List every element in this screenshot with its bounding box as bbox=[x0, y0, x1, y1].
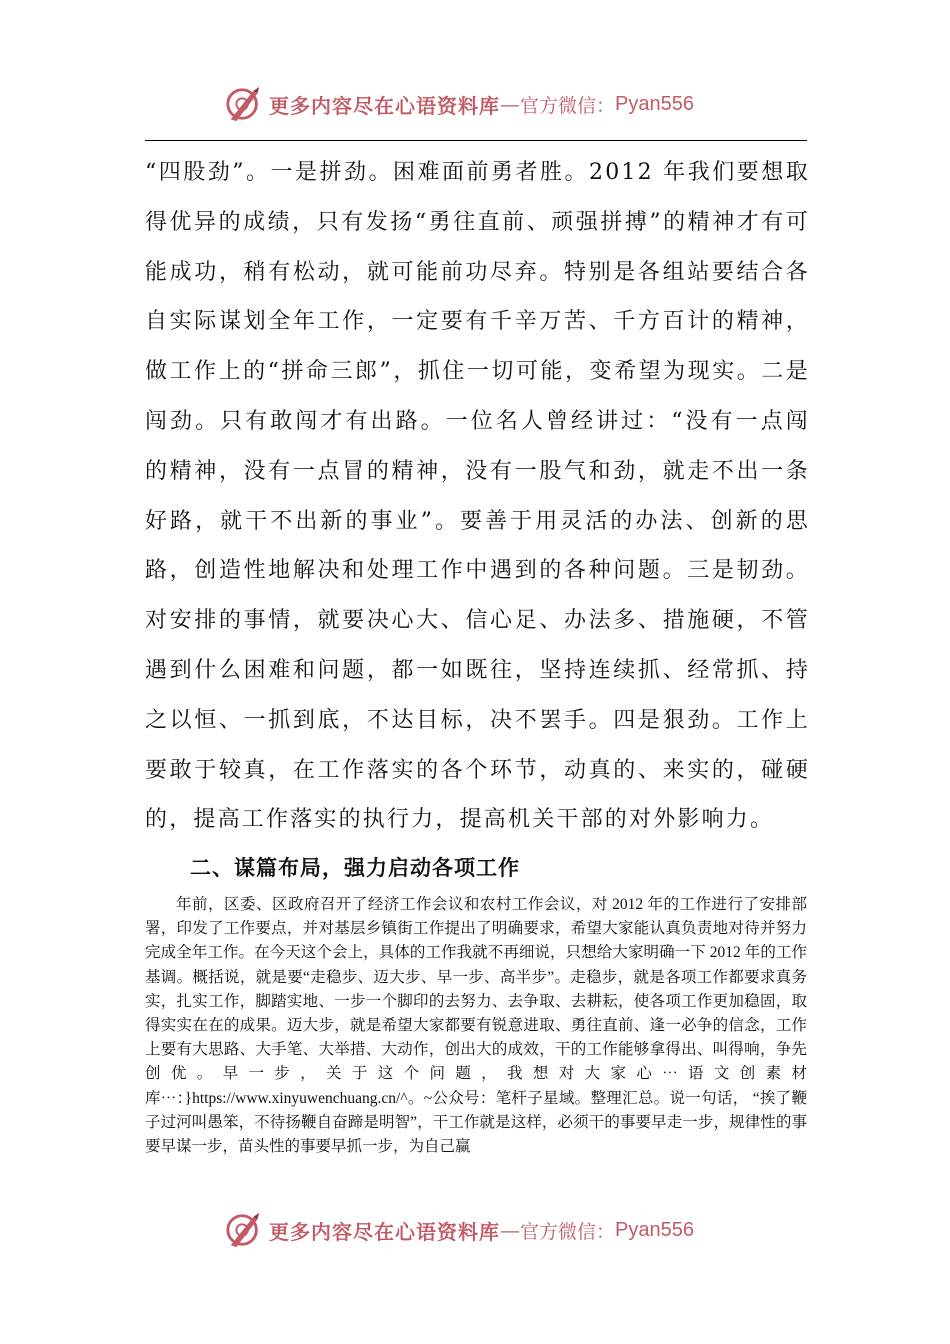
body-paragraph-small: 年前，区委、区政府召开了经济工作会议和农村工作会议，对 2012 年的工作进行了安排部署，印发了工作要点，并对基层乡镇街工作提出了明确要求，希望大家能认真负责地对待并努力完成全年工作。在今天这个会上，具体的工作我就不再细说，只想给大家明确一下 2012 年的工作基调。概括说，就是要“走稳步、迈大步、早一步、高半步”。走稳步，就是各项工作都要求真务实，扎实工作，脚踏实地、一步一个脚印的去努力、去争取、去耕耘，使各项工作更加稳固，取得实实在在的成果。迈大步，就是希望大家都要有锐意进取、勇往直前、逢一必争的信念，工作上要有大思路、大手笔、大举措、大动作，创出大的成效，干的工作能够拿得出、叫得响，争先创优。早一步，关于这个问题，我想对大家心⋯语文创素材库⋯：}https://www.xinyuwenchuang.cn/^。~公众号：笔杆子星域。整理汇总。说一句话， “挨了鞭子过河叫愚笨，不待扬鞭自奋蹄是明智”，干工作就是这样，必须干的事要早走一步，规律性的事要早谋一步，苗头性的事要早抓一步，为自己赢 bbox=[145, 896, 807, 1156]
footer-banner bbox=[225, 1210, 745, 1250]
pen-logo-icon bbox=[225, 1211, 263, 1249]
banner-dash: — bbox=[500, 1218, 520, 1242]
body-paragraph-large: “四股劲”。一是拼劲。困难面前勇者胜。2012 年我们要想取得优异的成绩，只有发扬“勇往直前、顽强拼搏”的精神才有可能成功，稍有松动，就可能前功尽弃。特别是各组站要结合各自实际谋划全年工作，一定要有千辛万苦、千方百计的精神，做工作上的“拼命三郎”，抓住一切可能，变希望为现实。二是闯劲。只有敢闯才有出路。一位名人曾经讲过：“没有一点闯的精神，没有一点冒的精神，没有一股气和劲，就走不出一条好路，就干不出新的事业”。要善于用灵活的办法、创新的思路，创造性地解决和处理工作中遇到的各种问题。三是韧劲。对安排的事情，就要决心大、信心足、办法多、措施硬，不管遇到什么困难和问题，都一如既往，坚持连续抓、经常抓、持之以恒、一抓到底，不达目标，决不罢手。四是狠劲。工作上要敢于较真，在工作落实的各个环节，动真的、来实的，碰硬的，提高工作落实的执行力，提高机关干部的对外影响力。 bbox=[145, 160, 810, 833]
banner-wechat-label: 官方微信： bbox=[520, 1220, 616, 1243]
header-divider bbox=[145, 140, 807, 141]
banner-dash: — bbox=[500, 92, 520, 116]
pen-logo-icon bbox=[225, 85, 263, 123]
banner-wechat-label: 官方微信： bbox=[520, 94, 616, 117]
header-banner bbox=[225, 84, 745, 124]
banner-title: 更多内容尽在心语资料库 bbox=[269, 93, 500, 118]
banner-title: 更多内容尽在心语资料库 bbox=[269, 1219, 500, 1244]
banner-wechat-handle: Pyan556 bbox=[615, 92, 694, 115]
banner-wechat-handle: Pyan556 bbox=[615, 1218, 694, 1241]
section-heading: 二、谋篇布局，强力启动各项工作 bbox=[190, 856, 520, 880]
